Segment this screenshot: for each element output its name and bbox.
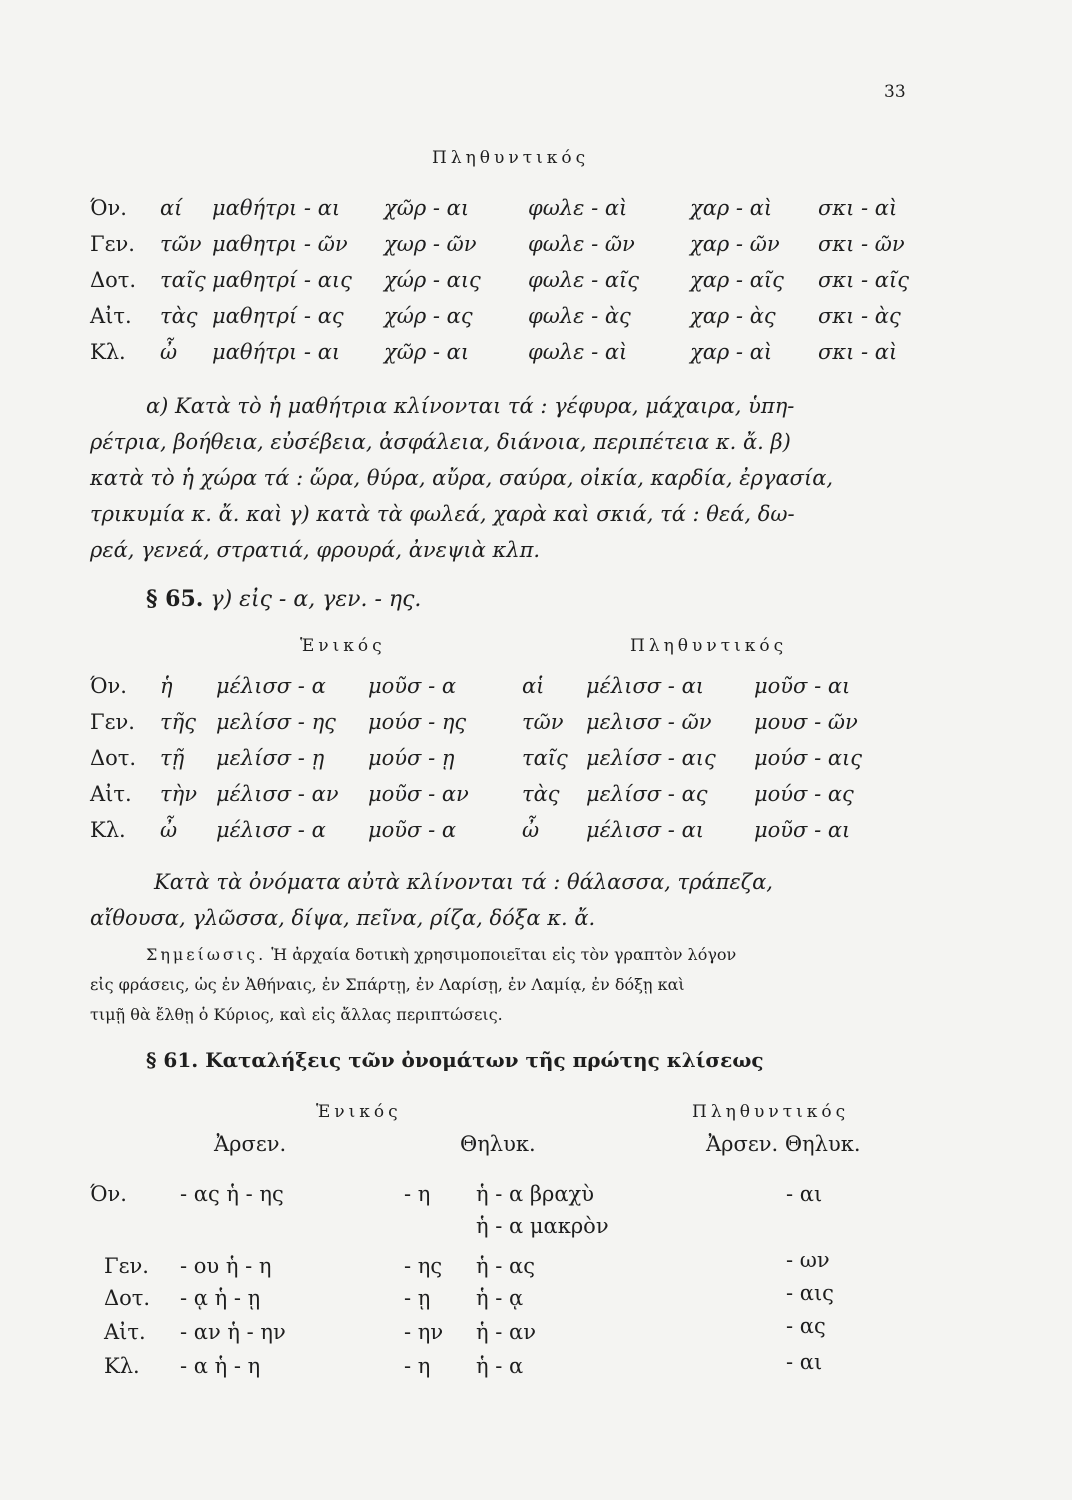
word-cell: φωλε - αὶ <box>528 340 628 364</box>
paragraph-line: κατὰ τὸ ἡ χώρα τά : ὥρα, θύρα, αὔρα, σαύρα, οἰκία, καρδία, ἐργασία, <box>90 466 834 490</box>
column-header: Θηλυκ. <box>460 1132 536 1156</box>
case-label: Αἰτ. <box>104 1320 146 1344</box>
paragraph-line: τρικυμία κ. ἄ. καὶ γ) κατὰ τὰ φωλεά, χαρὰ καὶ σκιά, τά : θεά, δω- <box>90 502 795 526</box>
case-label: Γεν. <box>104 1254 149 1278</box>
word-cell: μοῦσ - α <box>368 674 457 698</box>
note-line: τιμῇ θὰ ἔλθῃ ὁ Κύριος, καὶ εἰς ἄλλας περιπτώσεις. <box>90 1005 503 1024</box>
article: ὦ <box>522 818 540 842</box>
ending-cell: - ῃ <box>404 1286 431 1310</box>
ending-cell: ἡ - ᾳ <box>476 1286 524 1310</box>
article: ὦ <box>160 818 178 842</box>
article: τὰς <box>160 304 198 328</box>
word-cell: φωλε - ῶν <box>528 232 635 256</box>
ending-cell: - αις <box>786 1281 834 1305</box>
case-label: Αἰτ. <box>90 304 132 328</box>
word-cell: μαθητρι - ῶν <box>212 232 348 256</box>
word-cell: μουσ - ῶν <box>754 710 858 734</box>
case-label: Κλ. <box>104 1354 140 1378</box>
word-cell: μαθητρί - ας <box>212 304 344 328</box>
section-heading-65 <box>146 586 421 612</box>
ending-cell: - α ἡ - η <box>180 1354 261 1378</box>
word-cell: μούσ - ης <box>368 710 467 734</box>
column-header: Ἀρσεν. Θηλυκ. <box>706 1132 861 1156</box>
ending-cell: ἡ - ας <box>476 1254 535 1278</box>
column-header: Ἀρσεν. <box>214 1132 287 1156</box>
ending-cell: ἡ - αν <box>476 1320 536 1344</box>
note-text: Ἡ ἀρχαία δοτικὴ χρησιμοποιεῖται εἰς τὸν γραπτὸν λόγον <box>271 945 737 964</box>
section-number: § 65. <box>146 586 204 612</box>
word-cell: χαρ - ῶν <box>690 232 780 256</box>
ending-cell: - αι <box>786 1350 823 1374</box>
case-label: Δοτ. <box>90 268 137 292</box>
section-title: γ) εἰς - α, γεν. - ης. <box>210 587 422 612</box>
article: αἱ <box>522 674 545 698</box>
word-cell: μαθητρί - αις <box>212 268 352 292</box>
article: ταῖς <box>160 268 206 292</box>
case-label: Όν. <box>90 196 127 220</box>
plural-heading: Πληθυντικός <box>692 1102 850 1122</box>
word-cell: μελίσσ - αις <box>586 746 716 770</box>
section-heading-61 <box>146 1048 764 1072</box>
word-cell: σκι - ὰς <box>818 304 901 328</box>
ending-cell: - αι <box>786 1182 823 1206</box>
word-cell: χῶρ - αι <box>384 340 470 364</box>
paragraph-line: αἴθουσα, γλῶσσα, δίψα, πεῖνα, ρίζα, δόξα κ. ἄ. <box>90 906 596 930</box>
word-cell: μελισσ - ῶν <box>586 710 712 734</box>
singular-heading: Ἑνικός <box>316 1102 402 1122</box>
word-cell: μέλισσ - αν <box>216 782 339 806</box>
word-cell: μέλισσ - αι <box>586 674 704 698</box>
ending-cell: - ας <box>786 1314 826 1338</box>
examples-paragraph <box>90 864 950 936</box>
article: τῶν <box>522 710 564 734</box>
word-cell: φωλε - ὰς <box>528 304 631 328</box>
article: ἡ <box>160 674 173 698</box>
case-label: Γεν. <box>90 232 135 256</box>
case-label: Όν. <box>90 1182 127 1206</box>
word-cell: μούσ - ῃ <box>368 746 455 770</box>
case-label: Κλ. <box>90 340 126 364</box>
plural-heading: Πληθυντικός <box>630 636 788 656</box>
word-cell: σκι - αὶ <box>818 196 898 220</box>
word-cell: χαρ - αῖς <box>690 268 784 292</box>
word-cell: μαθήτρι - αι <box>212 340 341 364</box>
article: ὦ <box>160 340 178 364</box>
word-cell: σκι - ῶν <box>818 232 905 256</box>
word-cell: μαθήτρι - αι <box>212 196 341 220</box>
ending-cell: - ᾳ ἡ - ῃ <box>180 1286 261 1310</box>
article: τῶν <box>160 232 202 256</box>
word-cell: χώρ - ας <box>384 304 473 328</box>
note-line: εἰς φράσεις, ὡς ἐν Ἀθήναις, ἐν Σπάρτῃ, ἐν Λαρίσῃ, ἐν Λαμίᾳ, ἐν δόξῃ καὶ <box>90 975 685 994</box>
word-cell: χῶρ - αι <box>384 196 470 220</box>
ending-cell: ἡ - α βραχὺ <box>476 1182 595 1206</box>
ending-cell: - αν ἡ - ην <box>180 1320 286 1344</box>
word-cell: σκι - αὶ <box>818 340 898 364</box>
ending-cell: ἡ - α μακρὸν <box>476 1214 609 1238</box>
plural-heading: Πληθυντικός <box>432 148 590 168</box>
article: ταῖς <box>522 746 568 770</box>
ending-cell: - ης <box>404 1254 443 1278</box>
case-label: Όν. <box>90 674 127 698</box>
case-label: Γεν. <box>90 710 135 734</box>
word-cell: χώρ - αις <box>384 268 481 292</box>
section-title: Καταλήξεις τῶν ὀνομάτων τῆς πρώτης κλίσεως <box>205 1048 764 1072</box>
word-cell: μοῦσ - αι <box>754 674 851 698</box>
paragraph-line: ρέτρια, βοήθεια, εὐσέβεια, ἀσφάλεια, διάνοια, περιπέτεια κ. ἄ. β) <box>90 430 791 454</box>
singular-heading: Ἑνικός <box>300 636 386 656</box>
note-line <box>90 940 950 970</box>
case-label: Δοτ. <box>90 746 137 770</box>
word-cell: μοῦσ - α <box>368 818 457 842</box>
article: τὴν <box>160 782 197 806</box>
article: τῇ <box>160 746 185 770</box>
paragraph-line: Κατὰ τὰ ὀνόματα αὐτὰ κλίνονται τά : θάλασσα, τράπεζα, <box>154 870 773 894</box>
word-cell: χαρ - ὰς <box>690 304 776 328</box>
case-label: Δοτ. <box>104 1286 151 1310</box>
ending-cell: - ην <box>404 1320 444 1344</box>
word-cell: μοῦσ - αν <box>368 782 469 806</box>
word-cell: φωλε - αὶ <box>528 196 628 220</box>
ending-cell: - ας ἡ - ης <box>180 1182 284 1206</box>
ending-cell: - η <box>404 1354 431 1378</box>
note-block <box>90 940 950 1030</box>
word-cell: χωρ - ῶν <box>384 232 477 256</box>
ending-cell: ἡ - α <box>476 1354 524 1378</box>
word-cell: χαρ - αὶ <box>690 340 773 364</box>
note-label: Σημείωσις. <box>146 945 267 964</box>
ending-cell: - η <box>404 1182 431 1206</box>
ending-cell: - ου ἡ - η <box>180 1254 272 1278</box>
page-number: 33 <box>884 82 906 102</box>
word-cell: μέλισσ - α <box>216 818 326 842</box>
word-cell: μελίσσ - ῃ <box>216 746 325 770</box>
word-cell: μελίσσ - ας <box>586 782 708 806</box>
word-cell: χαρ - αὶ <box>690 196 773 220</box>
word-cell: μούσ - ας <box>754 782 854 806</box>
word-cell: μέλισσ - αι <box>586 818 704 842</box>
section-number: § 61. <box>146 1048 199 1072</box>
word-cell: μέλισσ - α <box>216 674 326 698</box>
ending-cell: - ων <box>786 1248 830 1272</box>
word-cell: φωλε - αῖς <box>528 268 640 292</box>
word-cell: μελίσσ - ης <box>216 710 336 734</box>
word-cell: μούσ - αις <box>754 746 863 770</box>
case-label: Κλ. <box>90 818 126 842</box>
paragraph-line: α) Κατὰ τὸ ἡ μαθήτρια κλίνονται τά : γέφυρα, μάχαιρα, ὑπη- <box>146 394 795 418</box>
examples-paragraph <box>90 388 950 568</box>
article: τὰς <box>522 782 560 806</box>
word-cell: σκι - αῖς <box>818 268 909 292</box>
paragraph-line: ρεά, γενεά, στρατιά, φρουρά, ἀνεψιὰ κλπ. <box>90 538 541 562</box>
case-label: Αἰτ. <box>90 782 132 806</box>
word-cell: μοῦσ - αι <box>754 818 851 842</box>
article: τῆς <box>160 710 196 734</box>
article: αί <box>160 196 183 220</box>
